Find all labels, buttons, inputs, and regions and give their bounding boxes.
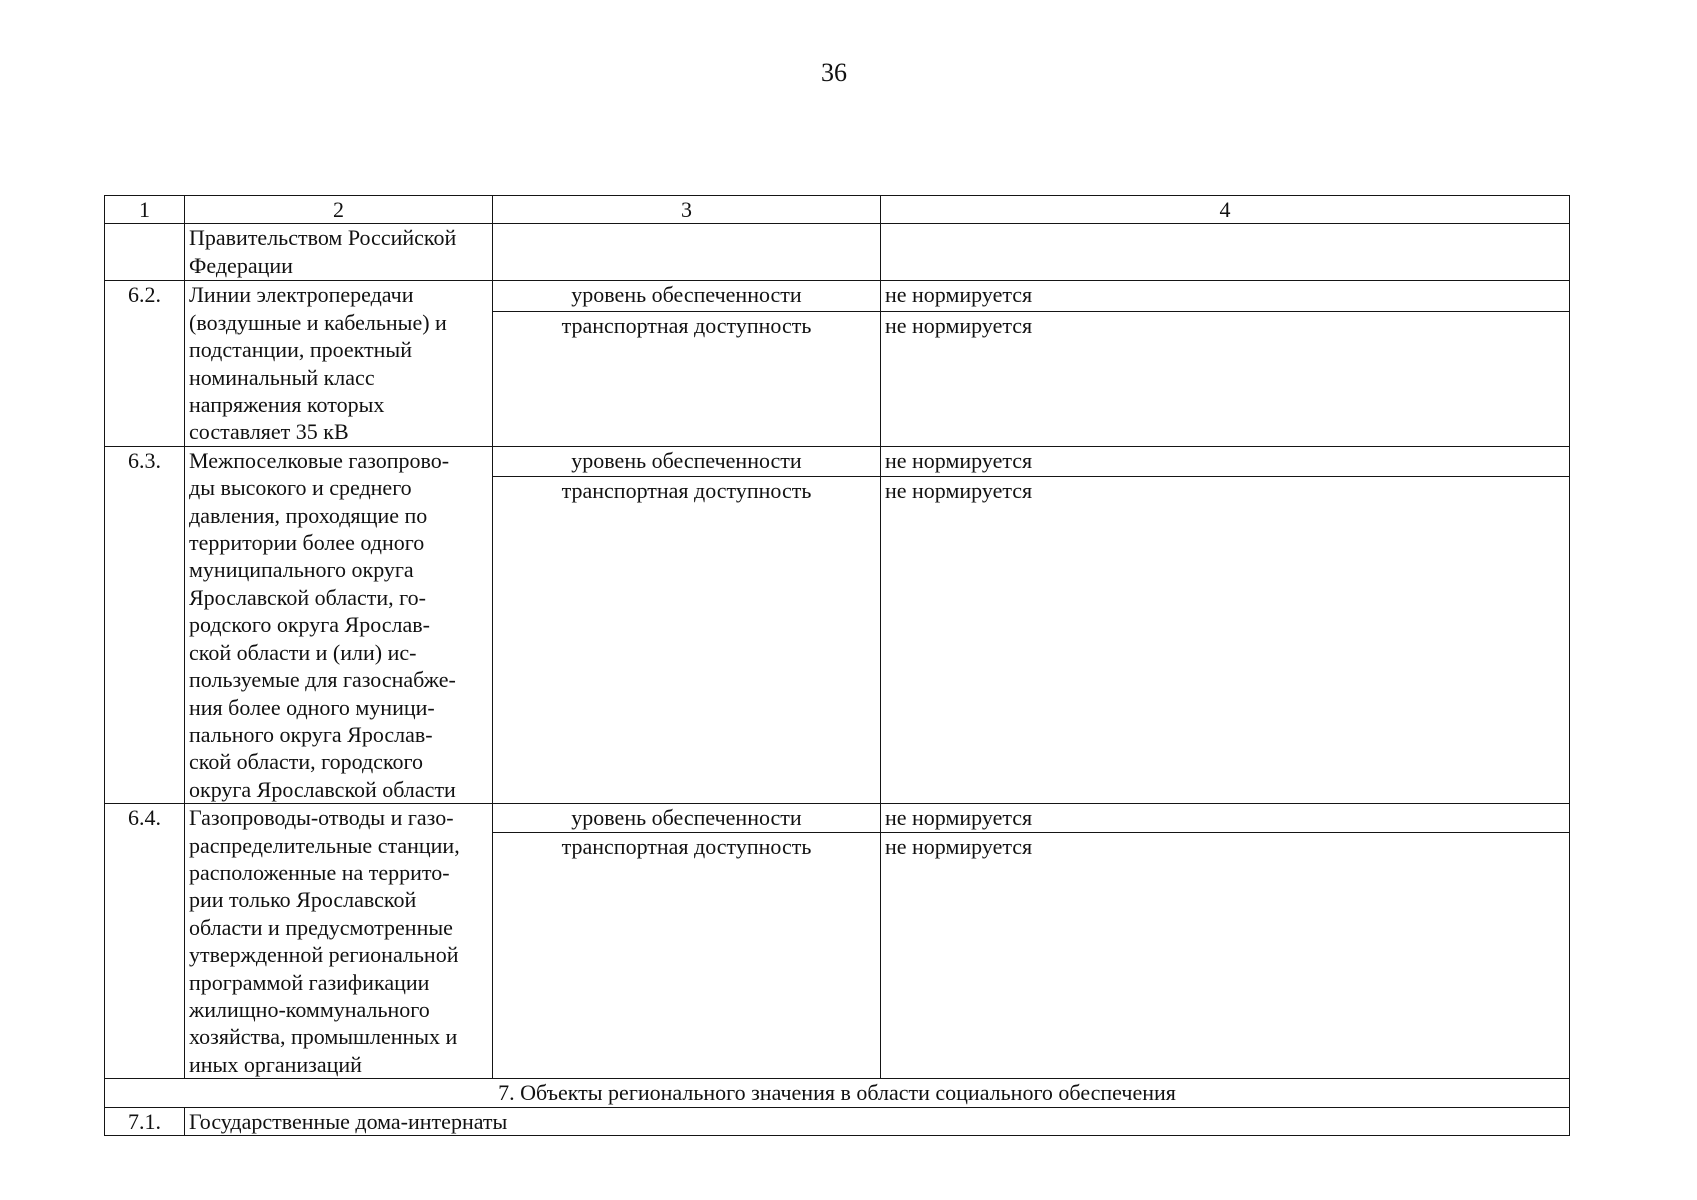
header-cell-2: 2 xyxy=(185,196,493,224)
table-header-row xyxy=(105,196,1570,224)
table-row xyxy=(105,281,1570,312)
indicator-cell xyxy=(493,224,881,281)
section-heading-row xyxy=(105,1079,1570,1107)
page-number: 36 xyxy=(821,58,847,87)
value-cell xyxy=(881,224,1570,281)
object-name-cell: Государственные дома-интернаты xyxy=(185,1107,1570,1135)
value-cell: не нормируется xyxy=(881,804,1570,833)
indicator-cell: уровень обеспеченности xyxy=(493,281,881,312)
section-heading: 7. Объекты регионального значения в области социального обеспечения xyxy=(105,1079,1570,1107)
object-name-cell: Линии электропередачи (воздушные и кабельные) и подстанции, проектный номинальный класс напряжения которых составляет 35 кВ xyxy=(185,281,493,446)
table-row-continuation xyxy=(105,224,1570,281)
object-name-cell: Межпоселковые газопрово- ды высокого и среднего давления, проходящие по территории более одного муниципального округа Ярославской области, го- родского округа Ярослав- ской области и (или) ис- пользуемые для газоснабже- ния более одного муници- пального округа Ярослав- ской области, городского округа Ярославской области xyxy=(185,446,493,803)
header-cell-3: 3 xyxy=(493,196,881,224)
indicator-cell: транспортная доступность xyxy=(493,312,881,446)
object-name-cell: Правительством Российской Федерации xyxy=(185,224,493,281)
row-number-cell: 6.3. xyxy=(105,446,185,803)
row-number-cell: 6.4. xyxy=(105,804,185,1079)
value-cell: не нормируется xyxy=(881,833,1570,1079)
indicator-cell: транспортная доступность xyxy=(493,477,881,804)
row-number-cell xyxy=(105,224,185,281)
table-row xyxy=(105,446,1570,476)
value-cell: не нормируется xyxy=(881,446,1570,476)
value-cell: не нормируется xyxy=(881,312,1570,446)
indicator-cell: транспортная доступность xyxy=(493,833,881,1079)
object-name-cell: Газопроводы-отводы и газо- распределительные станции, расположенные на террито- рии только Ярославской области и предусмотренные утвержденной региональной программой газификации жилищно-коммунального хозяйства, промышленных и иных организаций xyxy=(185,804,493,1079)
value-cell: не нормируется xyxy=(881,477,1570,804)
table-row xyxy=(105,804,1570,833)
table-row xyxy=(105,1107,1570,1135)
indicator-cell: уровень обеспеченности xyxy=(493,804,881,833)
value-cell: не нормируется xyxy=(881,281,1570,312)
requirements-table xyxy=(104,195,1570,1136)
header-cell-4: 4 xyxy=(881,196,1570,224)
indicator-cell: уровень обеспеченности xyxy=(493,446,881,476)
header-cell-1: 1 xyxy=(105,196,185,224)
row-number-cell: 6.2. xyxy=(105,281,185,446)
row-number-cell: 7.1. xyxy=(105,1107,185,1135)
